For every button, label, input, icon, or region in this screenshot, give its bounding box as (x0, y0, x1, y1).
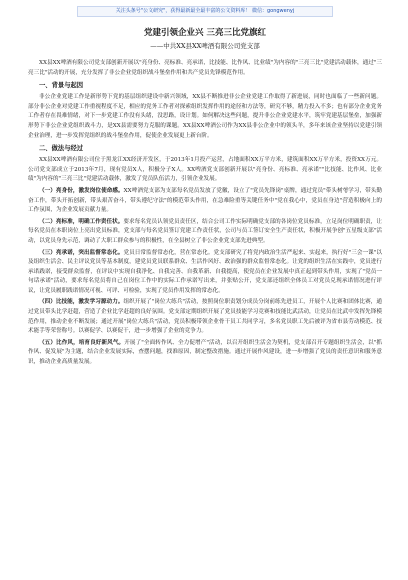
practice-item-label: （二）亮标准，明确工作责任状。 (39, 218, 124, 225)
practice-item-label: （三）亮承诺，突出监督常态化。 (39, 249, 124, 256)
practice-item-text: XX啤酒党支部为支部每名党员发放了党徽，设立了"党员先锋岗"桌牌，通过党员"带头树형学习，带头勤奋工作，带头开拓创新，带头艰苦奋斗，带头遵纪守法"的模范带头作用，在急难险重等关键任务中"党在我心中，党员在身边"营造积极向上的工作氛围，为企业发展贡献力量。 (28, 187, 382, 214)
background-paragraph: 非公企业党建工作是新形势下党的基层组织建设中新兴领域，XX县不断推进非公企业党建工作取得了新进展，同时也面临了一些新问题。部分非公企业对党建工作重视程度不足，相应的党务工作者对探索组织发挥作用的途径和方法等，研究不够，精力投入不多；也有部分企业党务工作者存在畏难情绪，对下一步党建工作没有头绪，没思路，设计划。如何解决这些问题，提升非公企业党建水平，筑牢党建基层堡垒，加强新形势下非公企业党组织战斗力，是XX县需要努力克服的课题。XX县XX啤酒公司作为XX县非公企业中的领头羊，多年来该企业坚持以党建引领企业治理，进一步发挥党组织的战斗堡垒作用，促使企业发展更上新台阶。 (28, 94, 382, 139)
practice-item (28, 218, 382, 247)
practice-item-label: （五）比作风，培育良好新风气。 (39, 339, 125, 346)
practice-item-text: 要求每名党员认领党员责任区，结合公司工作实际明确党支部的各岗位党员标准，立足岗位明确职责，让每名党员在本职岗位上亮出党员标准，党支部与每名党员签订党建工作责任状，公司与员工签订安全生产责任状，积极开展争创"五星级支部"活动，以党员身先示范，调动了大职工群众参与的积极性，在全县树立了非公企业党支部先进典型。 (28, 218, 382, 244)
document-title: 党建引领企业兴 三亮三比党旗红 (144, 28, 266, 38)
document-subtitle: ——中共XX县XX啤酒有限公司党支部 (150, 42, 260, 50)
practice-item (28, 339, 382, 368)
practice-item-text: 组织开展了"岗位大练兵"活动，按照岗位职责划分成员分岗前练先进员工，开展个人比赛和团体比赛，通过党员带头比学赶超，营造了企业比学赶超的良好氛围。党支部定期组织开展了党员技能学习竞赛和技能比武活动，让党员在比武中发挥先锋模范作用，推动企业不断发展；通过开展"岗位大练兵"活动，党员积极带领企业骨干员工共同学习，多名党员职工先后被评为省市县劳动模范、技术能手等荣誉称号。以赛促学、以赛促干，进一步增强了企业的竞争力。 (28, 299, 382, 335)
section-heading-practice: 二、做法与经过 (39, 145, 84, 153)
practice-item (28, 187, 382, 216)
practice-item-label: （四）比技能，激发学习源动力。 (39, 299, 124, 306)
section-heading-background: 一、背景与起因 (39, 82, 84, 90)
promo-banner-text: 关注头条号"公文研究"，获得最新最全最丰富的公文资料库！ 微信：gongwenyj (115, 8, 295, 14)
practice-item (28, 298, 382, 336)
practice-item-text: 党员日常监督常态化，营在常态化。党支部研究了将党内政治生活严起来、实起来，执行好"三会一课"以及组织生活会、民主评议党员等基本制度，建党员党员联系群众、生活作风好、政治强的群众监督常态化。让党的组织生活在实践中，党员进行承诺践诺，接受群众监督，在评议中实现自我净化、自我完善、自我革新、自我提高，使党员在企业发展中真正起到带头作用，实现了"党员一句话承诺"活动，要求每名党员将自己在岗位工作中的实际工作承诺写出来，并张贴公开，党支部还组织全体员工对党员兑现承诺情况进行评议，让党员履职践诺情况可视、可评、可检验，实现了党员作用发挥的常态化。 (28, 249, 382, 294)
practice-paragraph: XX县XX啤酒有限公司位于黑龙江XX经济开发区，于2013年1月投产运营，占地面积XX万平方米，建筑面积XX万平方米，投资XX万元。公司党支部成立于2013年7月，现有党员X人，积极分子X人。XX啤酒党支部创新开展以"亮身份、亮标准、亮承诺""比技能、比作风、比业绩"为内容的"三亮三比"党建活动载体，激发了党员队伍活力，引领企业发展。 (28, 157, 382, 183)
promo-banner[interactable] (77, 6, 333, 17)
practice-item-label: （一）亮身份，激发岗位使命感。 (39, 187, 124, 194)
practice-item (28, 249, 382, 297)
intro-paragraph: XX县XX啤酒有限公司党支部创新开展以"亮身份、亮标准、亮承诺，比技能、比作风、比业绩"为内容的"三亮三比"党建活动载体，通过"三亮三比"活动的开展，充分发挥了非公企业党组织战斗堡垒作用和共产党员先锋模范作用。 (28, 60, 382, 76)
practice-item-text: 开展了"全面转作风、全力促增产"活动，以召开组织生活会为契机，党支部召开专题组织生活会，以"抓作风、促发展"为主题，结合企业发展实际，查摆问题，找准原因，制定整改措施。通过开展作风建设，进一步增强了党员的责任意识和服务意识，推动企业高质量发展。 (28, 339, 382, 366)
